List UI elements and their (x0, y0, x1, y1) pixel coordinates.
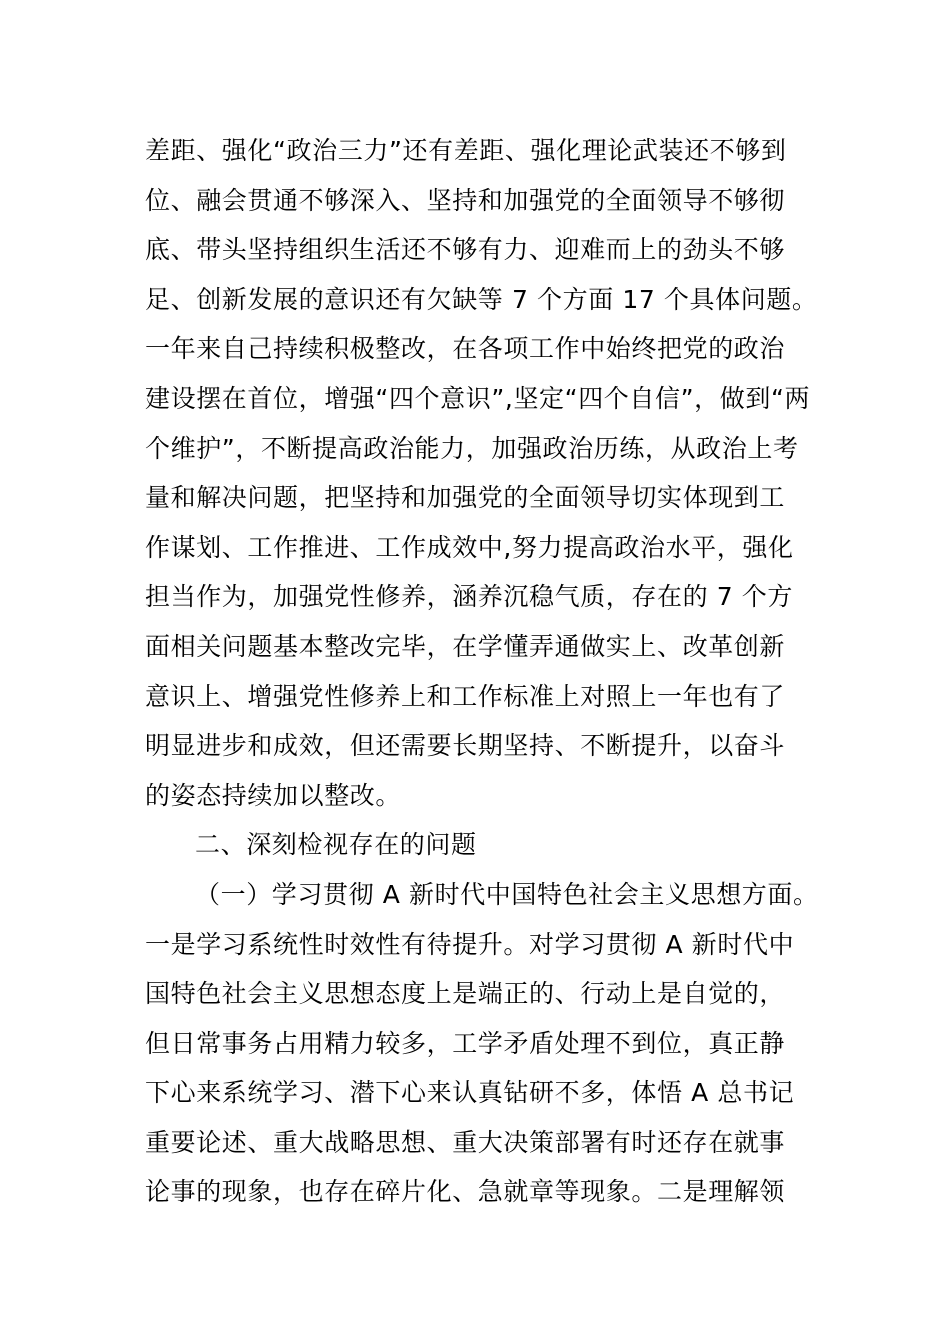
text-line: 个维护”，不断提高政治能力，加强政治历练，从政治上考 (145, 433, 799, 463)
document-body (145, 126, 819, 1217)
text-line: 明显进步和成效，但还需要长期坚持、不断提升，以奋斗 (145, 731, 786, 761)
text-line: 差距、强化“政治三力”还有差距、强化理论武装还不够到 (145, 136, 787, 165)
section-heading: 二、深刻检视存在的问题 (195, 830, 477, 860)
text-line: 但日常事务占用精力较多，工学矛盾处理不到位，真正静 (145, 1028, 786, 1058)
text-line: 的姿态持续加以整改。 (145, 780, 402, 810)
text-line: 一年来自己持续积极整改，在各项工作中始终把党的政治 (145, 334, 786, 364)
subsection-heading: （一）学习贯彻 A 新时代中国特色社会主义思想方面。 (195, 879, 819, 909)
text-line: 位、融会贯通不够深入、坚持和加强党的全面领导不够彻 (145, 185, 786, 215)
text-line: 作谋划、工作推进、工作成效中,努力提高政治水平，强化 (145, 532, 794, 562)
text-line: 一是学习系统性时效性有待提升。对学习贯彻 A 新时代中 (145, 929, 795, 959)
text-line: 足、创新发展的意识还有欠缺等 7 个方面 17 个具体问题。 (145, 284, 818, 314)
text-line: 下心来系统学习、潜下心来认真钻研不多，体悟 A 总书记 (145, 1078, 795, 1108)
text-line: 重要论述、重大战略思想、重大决策部署有时还存在就事 (145, 1127, 786, 1157)
text-line: 国特色社会主义思想态度上是端正的、行动上是自觉的， (145, 979, 786, 1009)
text-line: 量和解决问题，把坚持和加强党的全面领导切实体现到工 (145, 483, 786, 513)
text-line: 意识上、增强党性修养上和工作标准上对照上一年也有了 (145, 681, 786, 711)
text-line: 建设摆在首位，增强“四个意识”,坚定“四个自信”，做到“两 (145, 383, 811, 413)
text-line: 论事的现象，也存在碎片化、急就章等现象。二是理解领 (145, 1177, 786, 1207)
text-line: 面相关问题基本整改完毕，在学懂弄通做实上、改革创新 (145, 631, 786, 661)
text-line: 担当作为，加强党性修养，涵养沉稳气质，存在的 7 个方 (145, 582, 794, 612)
text-line: 底、带头坚持组织生活还不够有力、迎难而上的劲头不够 (145, 235, 786, 265)
